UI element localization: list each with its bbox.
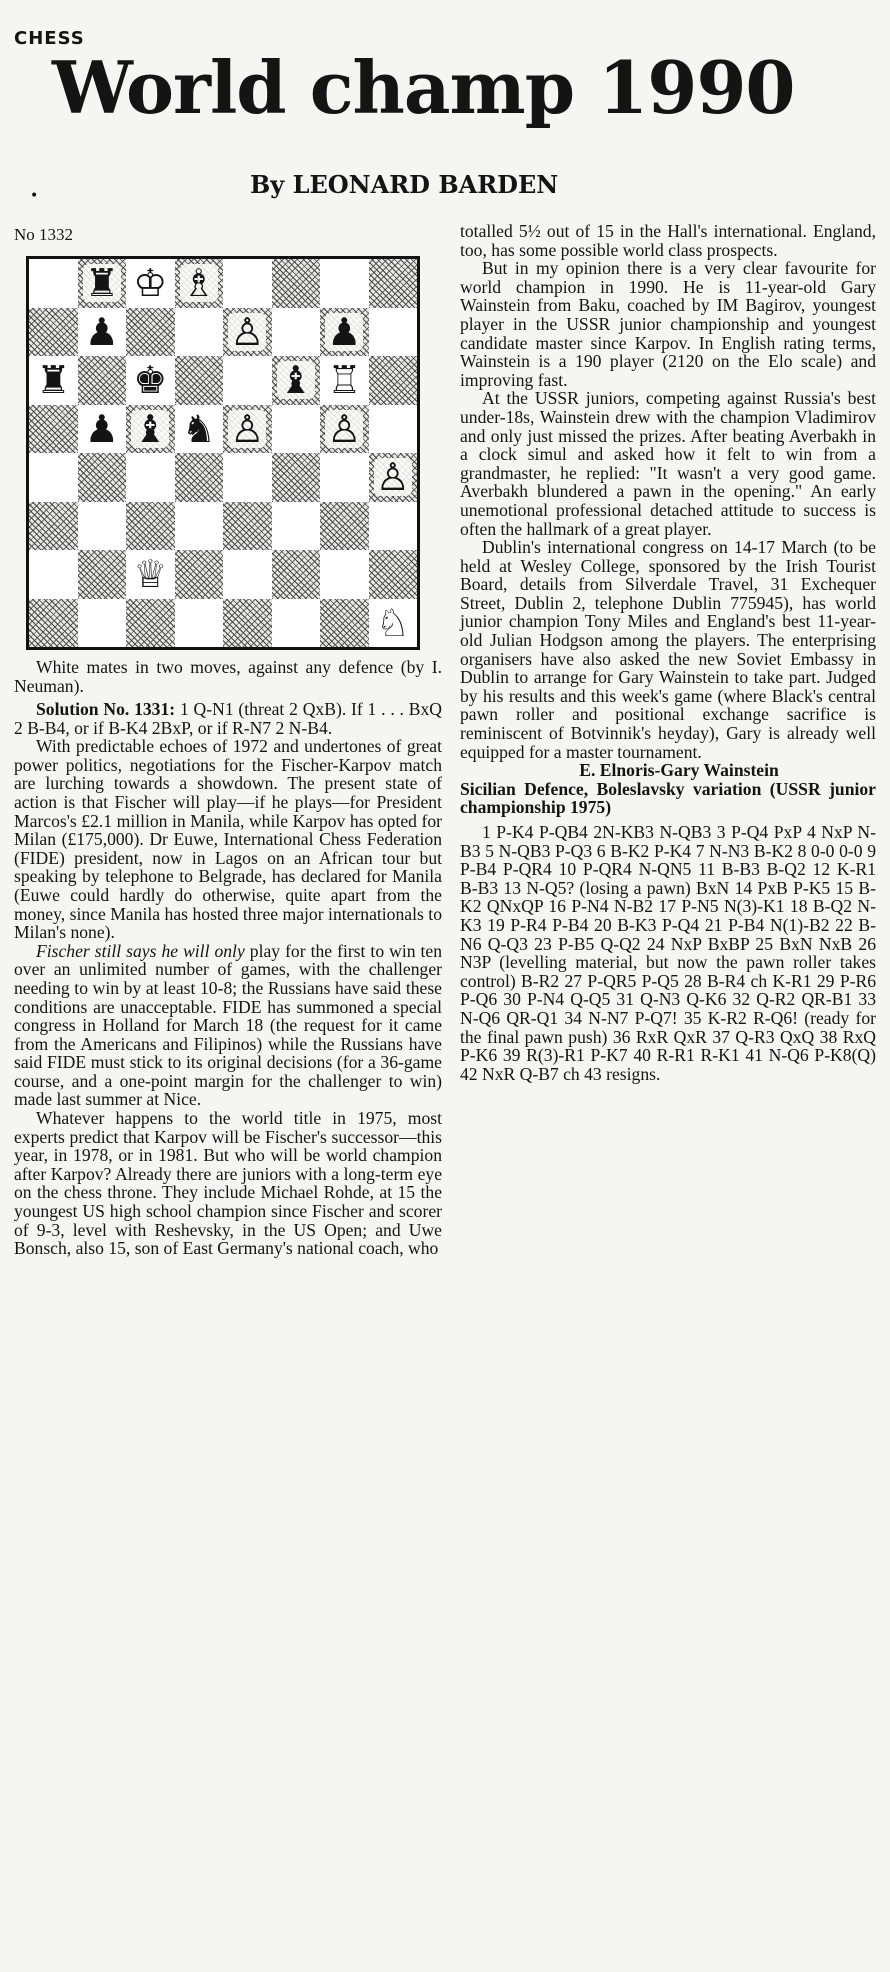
board-square [175, 453, 224, 502]
board-square [126, 405, 175, 454]
board-square [320, 502, 369, 551]
board-square [272, 308, 321, 357]
board-square [78, 259, 127, 308]
solution-paragraph [14, 700, 442, 737]
board-square [175, 259, 224, 308]
board-square [78, 550, 127, 599]
board-square [223, 453, 272, 502]
paragraph: But in my opinion there is a very clear favourite for world champion in 1990. He is 11-year-old Gary Wainstein from Baku, coached by IM Bagirov, youngest player in the USSR junior championship and youngest candidate master since Karpov. In English rating terms, Wainstein is a 190 player (2120 on the Elo scale) and improving fast. [460, 258, 876, 390]
board-square [126, 599, 175, 648]
problem-number: No 1332 [14, 225, 74, 244]
chess-piece-icon: ♖ [327, 358, 362, 403]
left-column [14, 700, 442, 1258]
board-square [126, 308, 175, 357]
board-square [272, 453, 321, 502]
chess-piece-icon: ♜ [36, 358, 71, 403]
board-square [223, 259, 272, 308]
caption-text: White mates in two moves, against any defence (by I. Neuman). [14, 657, 442, 696]
board-square [369, 308, 418, 357]
board-square [223, 308, 272, 357]
board-square [369, 356, 418, 405]
chess-piece-icon: ♝ [278, 358, 313, 403]
board-square [320, 308, 369, 357]
board-square [175, 550, 224, 599]
board-square [29, 259, 78, 308]
chess-piece-icon: ♟ [84, 309, 119, 354]
board-square [272, 259, 321, 308]
section-label: CHESS [14, 28, 85, 49]
print-speck: • [30, 188, 39, 204]
board-square [175, 599, 224, 648]
board-square [223, 550, 272, 599]
diagram-caption [14, 658, 442, 695]
chess-piece-icon: ♔ [133, 261, 168, 306]
chess-piece-icon: ♟ [327, 309, 362, 354]
board-square [320, 453, 369, 502]
game-subtitle: Sicilian Defence, Boleslavsky variation (USSR junior championship 1975) [460, 778, 876, 818]
board-square [272, 356, 321, 405]
right-column [460, 222, 876, 1083]
board-square [223, 599, 272, 648]
board-square [369, 502, 418, 551]
board-square [126, 550, 175, 599]
chess-piece-icon: ♜ [84, 261, 119, 306]
chess-diagram [26, 256, 420, 650]
board-square [369, 259, 418, 308]
paragraph: With predictable echoes of 1972 and undertones of great power politics, negotiations for the Fischer-Karpov match are lurching towards a showdown. The present state of action is that Fischer will play—if he plays—for President Marcos's £2.1 million in Manila, while Karpov has opted for Milan (£175,000). Dr Euwe, International Chess Federation (FIDE) president, now in Lagos on an African tour but speaking by telephone to Belgrade, has declared for Manila (Euwe could hardly do otherwise, quite apart from the money, since Manila has hosted three major internationals to Milan's none). [14, 736, 442, 943]
board-square [369, 405, 418, 454]
board-square [369, 550, 418, 599]
board-square [126, 356, 175, 405]
board-square [369, 599, 418, 648]
board-square [272, 502, 321, 551]
board-square [29, 308, 78, 357]
chess-piece-icon: ♗ [181, 261, 216, 306]
board-square [175, 405, 224, 454]
paragraph [14, 942, 442, 1109]
board-square [126, 259, 175, 308]
board-square [78, 502, 127, 551]
board-square [78, 599, 127, 648]
chess-piece-icon: ♟ [84, 406, 119, 451]
board-square [175, 356, 224, 405]
board-square [320, 599, 369, 648]
board-square [320, 405, 369, 454]
board-square [223, 356, 272, 405]
chess-piece-icon: ♙ [327, 406, 362, 451]
board-square [78, 453, 127, 502]
chess-piece-icon: ♙ [230, 309, 265, 354]
board-square [78, 308, 127, 357]
solution-text: 1 Q-N1 (threat 2 QxB). If 1 . . . BxQ 2 B-B4, or if B-K4 2BxP, or if R-N7 2 N-B4. [14, 699, 442, 738]
board-square [320, 356, 369, 405]
board-square [78, 356, 127, 405]
byline: By LEONARD BARDEN [250, 170, 559, 199]
chess-piece-icon: ♘ [375, 600, 410, 645]
paragraph: totalled 5½ out of 15 in the Hall's international. England, too, has some possible world class prospects. [460, 221, 876, 260]
board-square [126, 502, 175, 551]
game-title: E. Elnoris-Gary Wainstein [579, 760, 779, 781]
board-square [29, 550, 78, 599]
solution-label: Solution No. 1331: [36, 699, 176, 719]
board-square [175, 308, 224, 357]
paragraph-italic-lead: Fischer still says he will only [36, 940, 245, 961]
paragraph: Whatever happens to the world title in 1975, most experts predict that Karpov will be Fischer's successor—this year, in 1978, or in 1981. But who will be world champion after Karpov? Already there are juniors with a long-term eye on the chess throne. They include Michael Rohde, at 15 the youngest US high school champion since Fischer and scorer of 9-3, level with Reshevsky, in the US Open; and Uwe Bonsch, also 15, son of East Germany's national coach, who [14, 1108, 442, 1259]
board-square [175, 502, 224, 551]
board-square [78, 405, 127, 454]
board-square [29, 599, 78, 648]
chess-piece-icon: ♝ [133, 406, 168, 451]
game-moves: 1 P-K4 P-QB4 2N-KB3 N-QB3 3 P-Q4 PxP 4 NxP N-B3 5 N-QB3 P-Q3 6 B-K2 P-K4 7 N-N3 B-K2 8 0-0 0-0 9 P-B4 P-QR4 10 P-QR4 N-QN5 11 B-B3 B-Q2 12 K-R1 B-B3 13 N-Q5? (losing a pawn) BxN 14 PxB P-K5 15 B-K2 QNxQP 16 P-N4 N-B2 17 P-N5 N(3)-K1 18 B-Q2 N-K3 19 P-R4 P-B4 20 B-K3 P-Q4 21 P-B4 N(1)-B2 22 B-N6 Q-Q3 23 P-B5 Q-Q2 24 NxP BxBP 25 BxN NxB 26 N3P (levelling material, but now the pawn roller takes control) B-R2 27 P-QR5 P-Q5 28 B-R4 ch K-R1 29 P-R6 P-Q6 30 P-N4 Q-Q5 31 Q-N3 Q-K6 32 Q-R2 QR-B1 33 N-Q6 QR-Q1 34 N-N7 P-Q7! 35 K-R2 R-Q6! (ready for the final pawn push) 36 RxR QxR 37 Q-R3 QxQ 38 RxQ P-K6 39 R(3)-R1 P-K7 40 R-R1 R-K1 41 N-Q6 P-K8(Q) 42 NxR Q-B7 ch 43 resigns. [460, 822, 876, 1084]
board-square [223, 405, 272, 454]
chess-piece-icon: ♞ [181, 406, 216, 451]
board-square [272, 599, 321, 648]
chess-piece-icon: ♙ [375, 455, 410, 500]
board-square [272, 405, 321, 454]
chess-piece-icon: ♕ [133, 552, 168, 597]
board-square [126, 453, 175, 502]
board-square [29, 502, 78, 551]
board-square [29, 453, 78, 502]
board-square [223, 502, 272, 551]
board-square [29, 356, 78, 405]
paragraph-rest: play for the first to win ten over an unlimited number of games, with the challenger needing to win by at least 10-8; the Russians have said these conditions are unacceptable. FIDE has summoned a special congress in Holland for March 18 (the request for it came from the Americans and Filipinos) while the Russians have said FIDE must stick to its original decisions (for a 36-game course, and a one-point margin for the challenger to win) made last summer at Nice. [14, 940, 443, 1110]
chess-piece-icon: ♚ [133, 358, 168, 403]
board-square [272, 550, 321, 599]
board-square [320, 550, 369, 599]
board-square [29, 405, 78, 454]
headline: World champ 1990 [52, 45, 795, 130]
paragraph: Dublin's international congress on 14-17 March (to be held at Wesley College, sponsored by the Irish Tourist Board, details from Silverdale Travel, 31 Exchequer Street, Dublin 2, telephone Dublin 775945), has world junior champion Tony Miles and England's best 11-year-old Julian Hodgson among the players. The enterprising organisers have also asked the new Soviet Embassy in Dublin to arrange for Gary Wainstein to take part. Judged by his results and this week's game (where Black's central pawn roller and positional exchange sacrifice is reminiscent of Botvinnik's heyday), Gary is already well equipped for a master tournament. [460, 537, 876, 762]
paragraph: At the USSR juniors, competing against Russia's best under-18s, Wainstein drew with the champion Vladimirov and only just missed the prizes. After beating Averbakh in a clock simul and asked how it felt to win from a grandmaster, he replied: "It wasn't a very good game. Averbakh blundered a pawn in the opening." An early unemotional professional detached attitude to success is often the hallmark of a great player. [460, 388, 876, 539]
chess-piece-icon: ♙ [230, 406, 265, 451]
board-square [369, 453, 418, 502]
board-square [320, 259, 369, 308]
